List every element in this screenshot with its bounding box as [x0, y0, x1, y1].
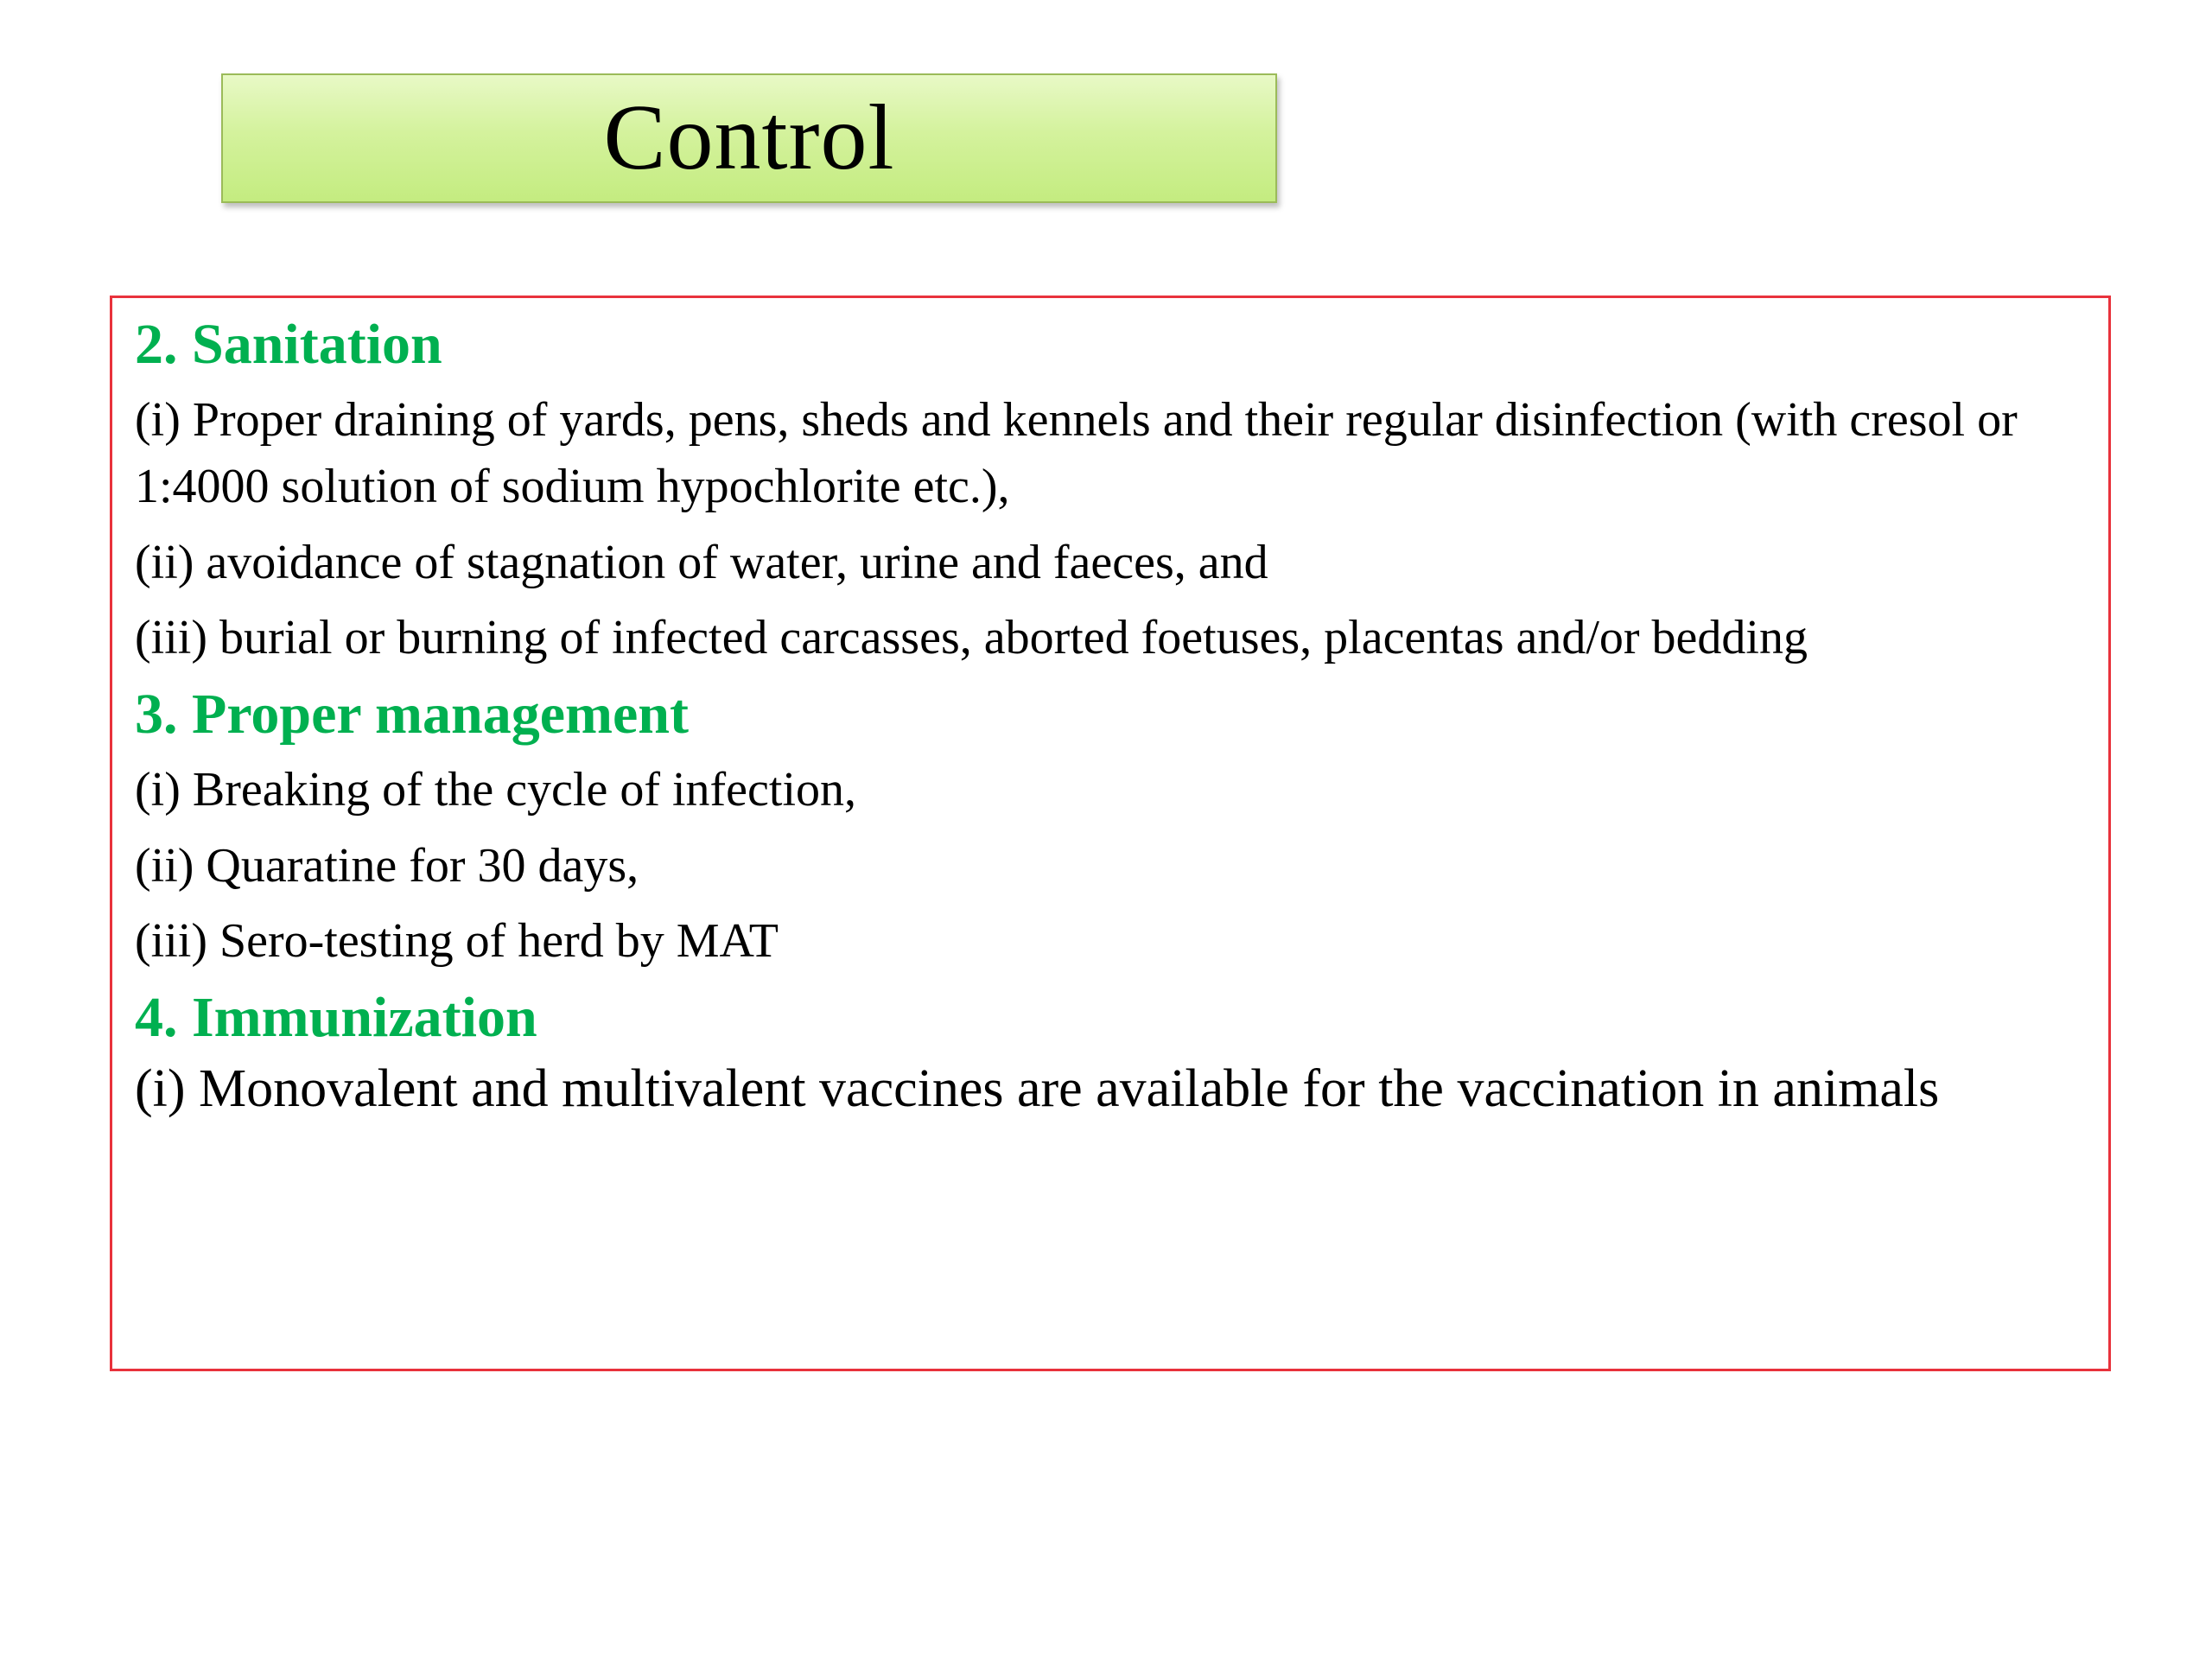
slide-title: Control — [603, 86, 895, 189]
section-heading-immunization: 4. Immunization — [135, 986, 537, 1050]
sanitation-item-2: (ii) avoidance of stagnation of water, urine and faeces, and — [135, 535, 1268, 589]
immunization-item-1: (i) Monovalent and multivalent vaccines are available for the vaccination in animals — [135, 1059, 1940, 1119]
title-box — [221, 73, 1277, 203]
management-item-3: (iii) Sero-testing of herd by MAT — [135, 913, 779, 968]
section-heading-management: 3. Proper management — [135, 683, 689, 747]
management-item-2: (ii) Quaratine for 30 days, — [135, 838, 639, 893]
content-box — [110, 296, 2111, 1371]
section-heading-sanitation: 2. Sanitation — [135, 313, 442, 376]
sanitation-item-1: (i) Proper draining of yards, pens, sheds and kennels and their regular disinfection (with cresol or 1:4000 solution of sodium hypochlorite etc.), — [135, 393, 2018, 514]
sanitation-item-3: (iii) burial or burning of infected carcasses, aborted foetuses, placentas and/or bedding — [135, 610, 1808, 664]
management-item-1: (i) Breaking of the cycle of infection, — [135, 763, 856, 817]
